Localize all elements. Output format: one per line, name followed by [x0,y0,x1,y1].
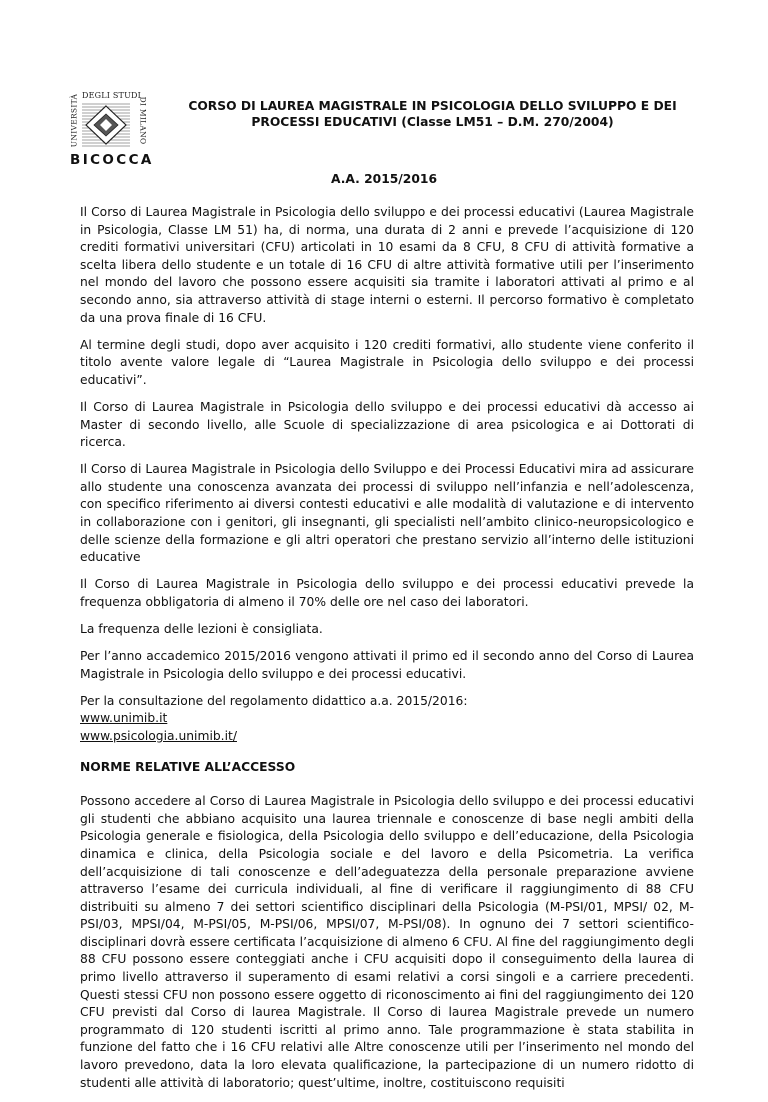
academic-year: A.A. 2015/2016 [330,172,438,186]
section-heading-access: NORME RELATIVE ALL’ACCESSO [80,759,296,774]
page-title [160,98,705,130]
title-line-1: CORSO DI LAUREA MAGISTRALE IN PSICOLOGIA DELLO SVILUPPO E DEI [188,99,677,113]
link-unimib[interactable]: www.unimib.it [80,711,168,726]
logo-name: BICOCCA [70,152,154,168]
paragraph-degree-title: Al termine degli studi, dopo aver acquisito i 120 crediti formativi, allo studente viene conferito il titolo avente valore legale di “Laurea Magistrale in Psicologia dello sviluppo e dei processi educativi”. [80,337,694,387]
regolamento-intro: Per la consultazione del regolamento didattico a.a. 2015/2016: [80,693,468,708]
logo-right-text [133,92,148,150]
link-psicologia[interactable]: www.psicologia.unimib.it/ [80,728,237,743]
logo-left-text [70,92,79,150]
logo-emblem-icon [82,102,130,148]
title-line-2: PROCESSI EDUCATIVI (Classe LM51 – D.M. 270/2004) [251,115,614,129]
paragraph-activated-years: Per l’anno accademico 2015/2016 vengono attivati il primo ed il secondo anno del Corso di Laurea Magistrale in Psicologia dello sviluppo e dei processi educativi. [80,649,694,681]
paragraph-access-rules: Possono accedere al Corso di Laurea Magistrale in Psicologia dello sviluppo e dei processi educativi gli studenti che abbiano acquisito una laurea triennale e conoscenze di base negli ambiti della Psicologia generale e fisiologica, della Psicologia dello sviluppo e dell’educazione, della Psicologia dinamica e clinica, della Psicologia sociale e del lavoro e della Psicometria. La verifica dell’acquisizione di tali conoscenze e dell’adeguatezza della personale preparazione avviene attraverso l’esame dei curricula individuali, al fine di verificare il raggiungimento di 88 CFU distribuiti su almeno 7 dei settori scientifico disciplinari della Psicologia (M-PSI/01, MPSI/ 02, M-PSI/03, MPSI/04, M-PSI/05, M-PSI/06, MPSI/07, M-PSI/08). In ognuno dei 7 settori scientifico-disciplinari dovrà essere certificata l’acquisizione di almeno 6 CFU. Al fine del raggiungimento degli 88 CFU possono essere conteggiati anche i CFU acquisiti dopo il conseguimento della laurea di primo livello attraverso il superamento di esami relativi a corsi singoli e a carriere precedenti. Questi stessi CFU non possono essere oggetto di riconoscimento ai fini del raggiungimento dei 120 CFU previsti dal Corso di laurea Magistrale. Il Corso di laurea Magistrale prevede un numero programmato di 120 studenti iscritti al primo anno. Tale programmazione è stata stabilita in funzione del fatto che i 16 CFU relativi alle Altre conoscenze utili per l’inserimento nel mondo del lavoro prevedono, data la loro elevata qualificazione, la partecipazione di un numero ridotto di studenti alle attività di laboratorio; quest’ultime, inoltre, costituiscono requisiti [80,794,694,1090]
logo-vertical-right: DI MILANO [138,96,148,145]
regolamento-block [80,693,694,746]
university-logo [69,91,154,170]
paragraph-attendance-labs: Il Corso di Laurea Magistrale in Psicologia dello sviluppo e dei processi educativi prevede la frequenza obbligatoria di almeno il 70% delle ore nel caso dei laboratori. [80,577,694,609]
logo-vertical-left: UNIVERSITÀ [69,93,79,148]
paragraph-course-aims: Il Corso di Laurea Magistrale in Psicologia dello Sviluppo e dei Processi Educativi mira ad assicurare allo studente una conoscenza avanzata dei processi di sviluppo nell’infanzia e nell’adolescenza, con specifico riferimento ai diversi contesti educativi e alle modalità di valutazione e di intervento in collaborazione con i genitori, gli insegnanti, gli specialisti nell’ambito clinico-neuropsicologico e delle scienze della formazione e gli altri operatori che prestano servizio all’interno delle istituzioni educative [80,462,694,565]
logo-top-text: DEGLI STUDI [82,91,141,100]
document-body [80,204,694,1102]
paragraph-further-access: Il Corso di Laurea Magistrale in Psicologia dello sviluppo e dei processi educativi dà accesso ai Master di secondo livello, alle Scuole di specializzazione di area psicologica e ai Dottorati di ricerca. [80,399,694,450]
paragraph-attendance-lessons: La frequenza delle lezioni è consigliata. [80,621,323,636]
paragraph-course-overview: Il Corso di Laurea Magistrale in Psicologia dello sviluppo e dei processi educativi (Laurea Magistrale in Psicologia, Classe LM 51) ha, di norma, una durata di 2 anni e prevede l’acquisizione di 120 crediti formativi universitari (CFU) articolati in 10 esami da 8 CFU, 8 CFU di attività formative a scelta libera dello studente e un totale di 16 CFU di altre attività formative utili per l’inserimento nel mondo del lavoro che possono essere acquisiti sia tramite i laboratori attivati al primo e al secondo anno, sia attraverso attività di stage interni o esterni. Il percorso formativo è completato da una prova finale di 16 CFU. [80,205,694,325]
